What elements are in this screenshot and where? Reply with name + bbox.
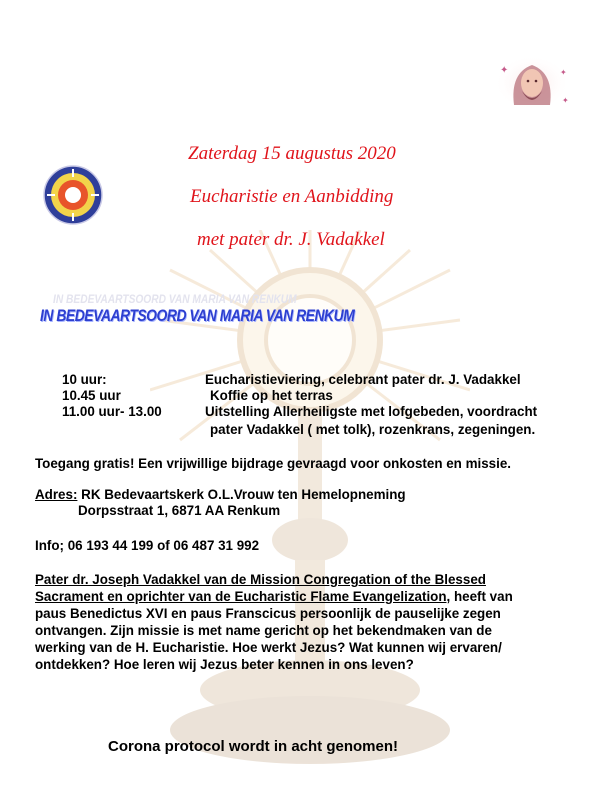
info-phone: Info; 06 193 44 199 of 06 487 31 992 (35, 538, 260, 553)
address-line-2: Dorpsstraat 1, 6871 AA Renkum (78, 503, 281, 518)
about-line: heeft van (450, 589, 513, 604)
event-date: Zaterdag 15 augustus 2020 (188, 143, 396, 164)
about-line: Sacrament en oprichter van de Eucharistic Flame Evangelization, (35, 589, 451, 604)
eucharistic-flame-logo-icon (43, 165, 103, 225)
about-line: ontvangen. Zijn missie is met name gericht op het bekendmaken van de (35, 623, 492, 638)
about-line: Pater dr. Joseph Vadakkel van de Mission Congregation of the Blessed (35, 572, 486, 587)
corona-notice: Corona protocol wordt in acht genomen! (108, 738, 398, 755)
schedule-time: 10 uur: (62, 372, 107, 387)
entry-note: Toegang gratis! Een vrijwillige bijdrage gevraagd voor onkosten en missie. (35, 456, 511, 471)
schedule-desc: Koffie op het terras (210, 388, 333, 403)
about-paragraph (35, 571, 513, 673)
schedule-time: 11.00 uur- 13.00 (62, 404, 162, 419)
schedule-time: 10.45 uur (62, 388, 121, 403)
schedule-desc: pater Vadakkel ( met tolk), rozenkrans, zegeningen. (210, 422, 536, 437)
event-speaker: met pater dr. J. Vadakkel (197, 229, 385, 250)
about-line: ontdekken? Hoe leren wij Jezus beter kennen in ons leven? (35, 657, 414, 672)
banner-shadow: IN BEDEVAARTSOORD VAN MARIA VAN RENKUM (53, 292, 297, 306)
schedule-desc: Eucharistieviering, celebrant pater dr. J. Vadakkel (205, 372, 521, 387)
location-banner: IN BEDEVAARTSOORD VAN MARIA VAN RENKUM (40, 306, 355, 325)
svg-text:✦: ✦ (560, 68, 567, 77)
svg-text:✦: ✦ (562, 96, 569, 105)
about-line: werking van de H. Eucharistie. Hoe werkt Jezus? Wat kunnen wij ervaren/ (35, 640, 502, 655)
address-label: Adres: (35, 487, 78, 502)
event-subtitle: Eucharistie en Aanbidding (190, 186, 394, 207)
about-line: paus Benedictus XVI en paus Franscicus persoonlijk de pauselijke zegen (35, 606, 501, 621)
svg-text:✦: ✦ (500, 65, 509, 76)
address-text: RK Bedevaartskerk O.L.Vrouw ten Hemelopneming (77, 487, 406, 502)
jesus-portrait-icon (492, 55, 572, 111)
address-line-1 (35, 487, 406, 503)
schedule-desc: Uitstelling Allerheiligste met lofgebeden, voordracht (205, 404, 538, 419)
